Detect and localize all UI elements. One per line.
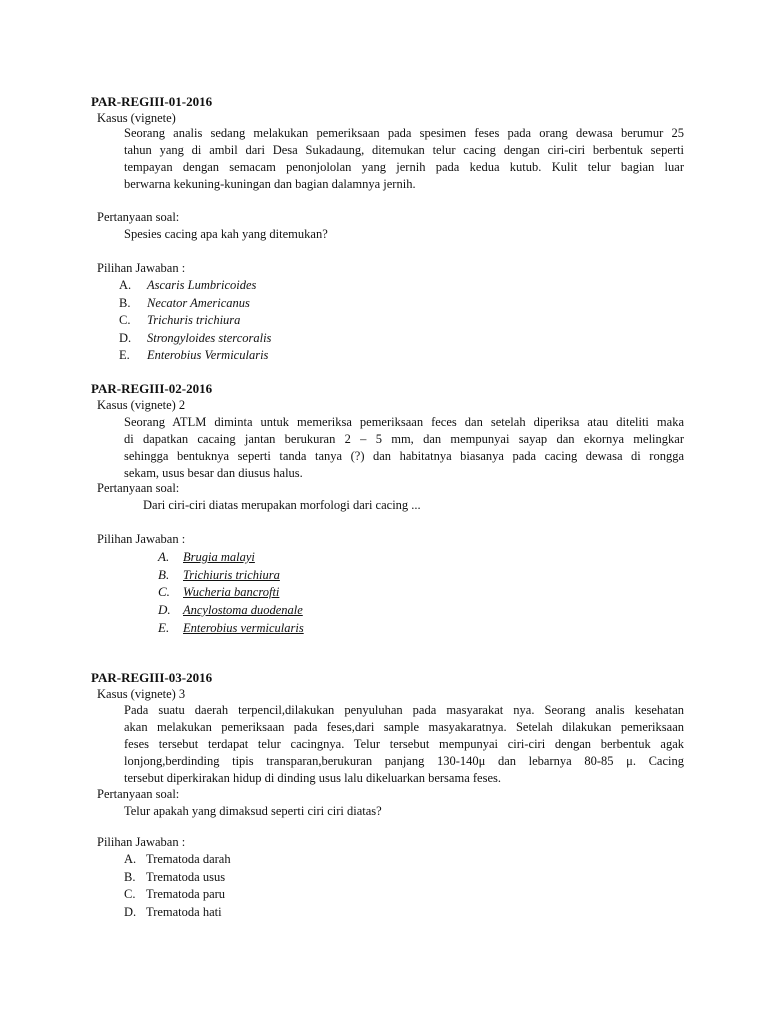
q1-case-line: tahun yang di ambil dari Desa Sukadaung, ditemukan telur cacing dengan ciri-ciri berbentuk seperti <box>124 143 684 157</box>
q3-choices-label: Pilihan Jawaban : <box>97 835 186 849</box>
q3-choice-d <box>124 904 222 921</box>
choice-text: Necator Americanus <box>147 296 250 310</box>
choice-letter: A. <box>124 852 137 866</box>
q1-question-label: Pertanyaan soal: <box>97 210 180 224</box>
q3-choice-b <box>124 869 225 886</box>
q1-case-line: tempayan dengan semacam penonjololan yang jernih pada kedua kutub. Kulit telur bagian luar <box>124 160 684 174</box>
choice-text: Enterobius vermicularis <box>183 621 304 635</box>
choice-text: Wucheria bancrofti <box>183 585 280 599</box>
choice-text: Trichiuris trichiura <box>183 568 280 582</box>
q1-case-line: berwarna kekuning-kuningan dan bagian dalamnya jernih. <box>124 177 416 191</box>
q2-choices-label: Pilihan Jawaban : <box>97 532 186 546</box>
choice-letter: D. <box>158 602 171 617</box>
q1-case-label: Kasus (vignete) <box>97 111 176 125</box>
choice-letter: E. <box>119 348 130 362</box>
q2-case-text <box>124 414 684 482</box>
q2-case-line: sekam, usus besar dan diusus halus. <box>124 466 303 480</box>
q3-code: PAR-REGIII-03-2016 <box>91 670 213 685</box>
q3-case-text <box>124 702 684 787</box>
choice-letter: C. <box>124 887 136 901</box>
choice-text: Strongyloides stercoralis <box>147 331 272 345</box>
q1-case-text <box>124 125 684 193</box>
q2-question-label: Pertanyaan soal: <box>97 481 180 495</box>
choice-text: Brugia malayi <box>183 550 255 564</box>
choice-text: Trematoda paru <box>146 887 226 901</box>
q3-choice-a <box>124 851 231 868</box>
q3-question-label: Pertanyaan soal: <box>97 787 180 801</box>
q1-choice-d <box>119 330 271 347</box>
q1-choice-b <box>119 295 250 312</box>
q3-case-line: tersebut diperkirakan hidup di dinding usus lalu dikeluarkan bersama feses. <box>124 771 501 785</box>
q2-question: Dari ciri-ciri diatas merupakan morfologi dari cacing ... <box>143 498 421 512</box>
q3-case-line: feses tersebut terdapat telur cacingnya. Telur tersebut mempunyai ciri-ciri dengan berbentuk agak <box>124 737 684 751</box>
q2-choice-d <box>158 601 303 619</box>
choice-letter: A. <box>119 278 132 292</box>
q2-choice-e <box>158 619 304 637</box>
choice-letter: A. <box>158 549 170 564</box>
q3-question: Telur apakah yang dimaksud seperti ciri ciri diatas? <box>124 804 382 818</box>
choice-text: Ancylostoma duodenale <box>183 603 303 617</box>
q2-case-line: sehingga bentuknya seperti tanda tanya (?) dan habitatnya biasanya pada cacing dewasa di rongga <box>124 449 684 463</box>
q2-code: PAR-REGIII-02-2016 <box>91 381 213 396</box>
q3-case-line: lonjong,berdinding tipis transparan,berukuran panjang 130-140μ dan lebarnya 80-85 μ. Cacing <box>124 754 684 768</box>
q1-code: PAR-REGIII-01-2016 <box>91 94 213 109</box>
choice-text: Trematoda usus <box>146 870 226 884</box>
q1-choice-e <box>119 347 268 364</box>
q1-question: Spesies cacing apa kah yang ditemukan? <box>124 227 328 241</box>
choice-text: Trichuris trichiura <box>147 313 241 327</box>
choice-letter: B. <box>124 870 136 884</box>
choice-text: Trematoda darah <box>146 852 231 866</box>
q1-choice-a <box>119 277 256 294</box>
choice-letter: C. <box>119 313 131 327</box>
q2-case-line: Seorang ATLM diminta untuk memeriksa pemeriksaan feces dan setelah diperiksa atau diteliti maka <box>124 415 684 429</box>
choice-letter: B. <box>158 567 170 582</box>
choice-letter: E. <box>158 620 170 635</box>
q3-case-line: akan melakukan pemeriksaan pada feses,dari sample masyakaratnya. Setelah dilakukan pemeriksaan <box>124 720 684 734</box>
choice-text: Ascaris Lumbricoides <box>147 278 257 292</box>
q2-case-label: Kasus (vignete) 2 <box>97 398 186 412</box>
q1-choices-label: Pilihan Jawaban : <box>97 261 186 275</box>
q2-choice-c <box>158 583 279 601</box>
q2-choice-b <box>158 566 280 584</box>
q1-case-line: Seorang analis sedang melakukan pemeriksaan pada spesimen feses pada orang dewasa berumur 25 <box>124 126 684 140</box>
q2-choice-a <box>158 548 255 566</box>
choice-text: Trematoda hati <box>146 905 222 919</box>
q3-choice-c <box>124 886 225 903</box>
choice-letter: B. <box>119 296 131 310</box>
q1-choice-c <box>119 312 240 329</box>
choice-letter: C. <box>158 584 170 599</box>
choice-letter: D. <box>119 331 132 345</box>
choice-letter: D. <box>124 905 137 919</box>
q2-case-line: di dapatkan cacaing jantan berukuran 2 – 5 mm, dan mempunyai sayap dan ekornya melingkar <box>124 432 684 446</box>
q3-case-line: Pada suatu daerah terpencil,dilakukan penyuluhan pada masyarakat nya. Seorang analis kesehatan <box>124 703 684 717</box>
q3-case-label: Kasus (vignete) 3 <box>97 687 186 701</box>
choice-text: Enterobius Vermicularis <box>147 348 269 362</box>
